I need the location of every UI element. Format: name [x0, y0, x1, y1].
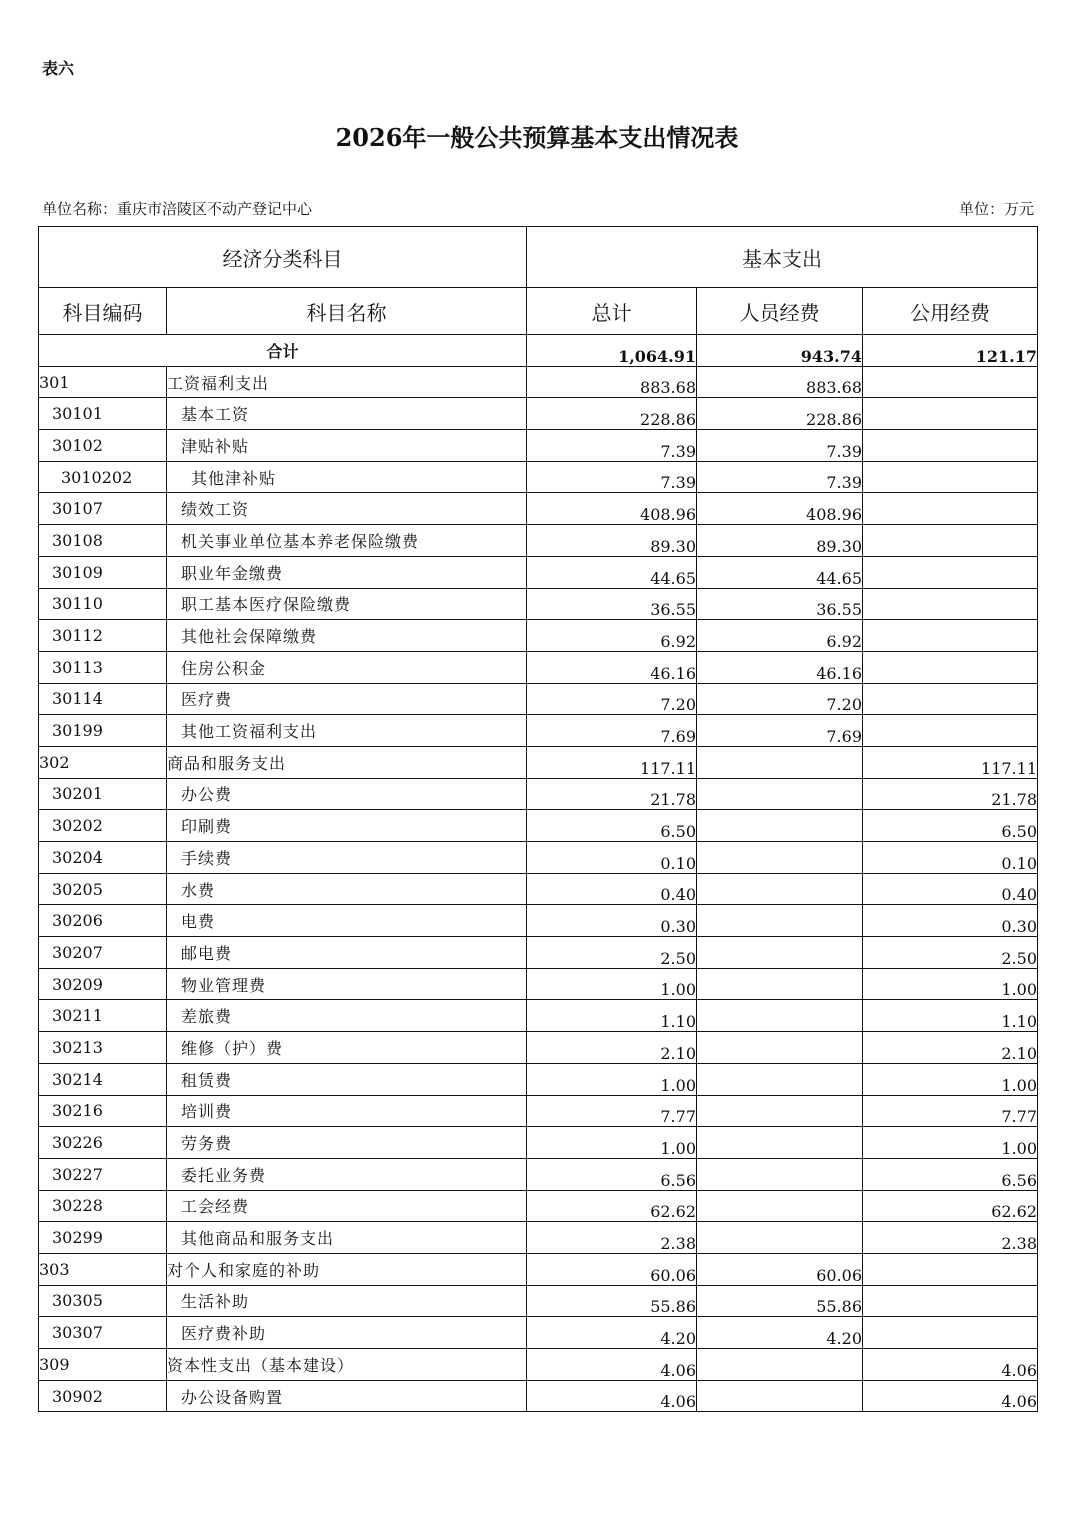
- row-name: 维修（护）费: [167, 1032, 527, 1064]
- table-row: [39, 778, 1038, 810]
- row-public: 2.50: [863, 937, 1038, 969]
- table-row: [39, 556, 1038, 588]
- row-personnel: [697, 1380, 863, 1412]
- row-public: 117.11: [863, 746, 1038, 778]
- table-row: [39, 430, 1038, 462]
- table-row: [39, 683, 1038, 715]
- row-personnel: 60.06: [697, 1253, 863, 1285]
- row-total: 46.16: [527, 651, 697, 683]
- row-public: 6.56: [863, 1158, 1038, 1190]
- row-public: [863, 1285, 1038, 1317]
- row-public: 1.00: [863, 1127, 1038, 1159]
- row-name: 其他津补贴: [167, 461, 527, 493]
- row-name: 商品和服务支出: [167, 746, 527, 778]
- row-code: 30202: [39, 810, 167, 842]
- row-public: 2.38: [863, 1222, 1038, 1254]
- row-name: 差旅费: [167, 1000, 527, 1032]
- row-personnel: [697, 1158, 863, 1190]
- row-name: 医疗费补助: [167, 1317, 527, 1349]
- row-name: 租赁费: [167, 1063, 527, 1095]
- table-row: [39, 1190, 1038, 1222]
- row-personnel: 46.16: [697, 651, 863, 683]
- row-total: 1.00: [527, 1127, 697, 1159]
- row-code: 30102: [39, 430, 167, 462]
- row-code: 30101: [39, 398, 167, 430]
- row-personnel: [697, 968, 863, 1000]
- row-total: 44.65: [527, 556, 697, 588]
- table-row: [39, 1253, 1038, 1285]
- row-name: 基本工资: [167, 398, 527, 430]
- row-personnel: 6.92: [697, 620, 863, 652]
- header-public: 公用经费: [863, 288, 1038, 335]
- header-basic-expenditure: 基本支出: [527, 227, 1038, 288]
- row-total: 4.06: [527, 1380, 697, 1412]
- row-public: 1.00: [863, 1063, 1038, 1095]
- row-code: 301: [39, 366, 167, 398]
- row-code: 30109: [39, 556, 167, 588]
- row-public: 1.10: [863, 1000, 1038, 1032]
- total-label: 合计: [39, 335, 527, 367]
- row-code: 30305: [39, 1285, 167, 1317]
- table-row: [39, 525, 1038, 557]
- row-name: 职工基本医疗保险缴费: [167, 588, 527, 620]
- header-personnel: 人员经费: [697, 288, 863, 335]
- row-personnel: [697, 746, 863, 778]
- row-code: 30205: [39, 873, 167, 905]
- total-public: 121.17: [863, 335, 1038, 367]
- table-number: 表六: [42, 59, 75, 78]
- row-total: 1.10: [527, 1000, 697, 1032]
- row-name: 对个人和家庭的补助: [167, 1253, 527, 1285]
- row-code: 30211: [39, 1000, 167, 1032]
- row-total: 6.56: [527, 1158, 697, 1190]
- row-name: 电费: [167, 905, 527, 937]
- row-personnel: [697, 810, 863, 842]
- row-name: 邮电费: [167, 937, 527, 969]
- row-code: 30214: [39, 1063, 167, 1095]
- row-total: 7.69: [527, 715, 697, 747]
- unit-measure: 单位：万元: [958, 200, 1034, 218]
- table-row: [39, 746, 1038, 778]
- row-total: 62.62: [527, 1190, 697, 1222]
- row-total: 0.10: [527, 842, 697, 874]
- row-name: 资本性支出（基本建设）: [167, 1349, 527, 1381]
- table-row: [39, 620, 1038, 652]
- row-name: 工资福利支出: [167, 366, 527, 398]
- row-name: 生活补助: [167, 1285, 527, 1317]
- header-name: 科目名称: [167, 288, 527, 335]
- row-total: 4.06: [527, 1349, 697, 1381]
- row-personnel: [697, 1095, 863, 1127]
- table-row: [39, 715, 1038, 747]
- table-row: [39, 1095, 1038, 1127]
- row-total: 228.86: [527, 398, 697, 430]
- row-public: 6.50: [863, 810, 1038, 842]
- row-code: 30299: [39, 1222, 167, 1254]
- row-code: 30113: [39, 651, 167, 683]
- table-row: [39, 1380, 1038, 1412]
- row-name: 委托业务费: [167, 1158, 527, 1190]
- row-total: 0.40: [527, 873, 697, 905]
- table-row: [39, 1000, 1038, 1032]
- row-personnel: [697, 1063, 863, 1095]
- row-public: 2.10: [863, 1032, 1038, 1064]
- row-code: 30206: [39, 905, 167, 937]
- row-total: 408.96: [527, 493, 697, 525]
- row-personnel: [697, 873, 863, 905]
- row-total: 7.77: [527, 1095, 697, 1127]
- row-name: 培训费: [167, 1095, 527, 1127]
- row-personnel: [697, 1000, 863, 1032]
- total-sum: 1,064.91: [527, 335, 697, 367]
- row-name: 办公设备购置: [167, 1380, 527, 1412]
- table-row: [39, 1285, 1038, 1317]
- row-public: 0.30: [863, 905, 1038, 937]
- row-personnel: [697, 905, 863, 937]
- row-code: 30207: [39, 937, 167, 969]
- row-total: 2.50: [527, 937, 697, 969]
- row-public: [863, 525, 1038, 557]
- row-public: [863, 1253, 1038, 1285]
- row-personnel: 7.39: [697, 461, 863, 493]
- table-row: [39, 461, 1038, 493]
- row-personnel: [697, 842, 863, 874]
- row-total: 60.06: [527, 1253, 697, 1285]
- row-public: [863, 683, 1038, 715]
- row-public: [863, 1317, 1038, 1349]
- row-name: 绩效工资: [167, 493, 527, 525]
- row-total: 7.20: [527, 683, 697, 715]
- row-personnel: 44.65: [697, 556, 863, 588]
- expenditure-table: [38, 226, 1038, 1412]
- row-public: 62.62: [863, 1190, 1038, 1222]
- table-row: [39, 968, 1038, 1000]
- row-personnel: [697, 778, 863, 810]
- row-name: 劳务费: [167, 1127, 527, 1159]
- row-personnel: 883.68: [697, 366, 863, 398]
- row-name: 津贴补贴: [167, 430, 527, 462]
- row-personnel: [697, 1127, 863, 1159]
- table-row: [39, 398, 1038, 430]
- header-econ-class: 经济分类科目: [39, 227, 527, 288]
- row-code: 30902: [39, 1380, 167, 1412]
- row-total: 89.30: [527, 525, 697, 557]
- row-personnel: [697, 1349, 863, 1381]
- row-personnel: 228.86: [697, 398, 863, 430]
- unit-name: 单位名称：重庆市涪陵区不动产登记中心: [42, 200, 313, 218]
- table-row: [39, 493, 1038, 525]
- row-personnel: [697, 937, 863, 969]
- table-row: [39, 1158, 1038, 1190]
- row-public: 7.77: [863, 1095, 1038, 1127]
- row-code: 30204: [39, 842, 167, 874]
- row-name: 机关事业单位基本养老保险缴费: [167, 525, 527, 557]
- row-public: 0.40: [863, 873, 1038, 905]
- row-total: 7.39: [527, 430, 697, 462]
- row-code: 30227: [39, 1158, 167, 1190]
- table-row: [39, 873, 1038, 905]
- row-name: 手续费: [167, 842, 527, 874]
- row-name: 印刷费: [167, 810, 527, 842]
- row-total: 2.10: [527, 1032, 697, 1064]
- table-row: [39, 1063, 1038, 1095]
- row-name: 办公费: [167, 778, 527, 810]
- row-code: 30201: [39, 778, 167, 810]
- row-total: 1.00: [527, 968, 697, 1000]
- row-name: 医疗费: [167, 683, 527, 715]
- table-row: [39, 588, 1038, 620]
- table-row: [39, 842, 1038, 874]
- row-public: [863, 651, 1038, 683]
- row-code: 30108: [39, 525, 167, 557]
- table-row: [39, 1222, 1038, 1254]
- header-code: 科目编码: [39, 288, 167, 335]
- row-public: [863, 430, 1038, 462]
- row-total: 883.68: [527, 366, 697, 398]
- total-personnel: 943.74: [697, 335, 863, 367]
- table-row: [39, 366, 1038, 398]
- table-row: [39, 1317, 1038, 1349]
- row-public: [863, 620, 1038, 652]
- row-code: 302: [39, 746, 167, 778]
- row-code: 3010202: [39, 461, 167, 493]
- row-total: 55.86: [527, 1285, 697, 1317]
- row-personnel: 408.96: [697, 493, 863, 525]
- header-row-2: [39, 288, 1038, 335]
- row-total: 1.00: [527, 1063, 697, 1095]
- row-personnel: [697, 1032, 863, 1064]
- row-name: 住房公积金: [167, 651, 527, 683]
- row-personnel: 7.39: [697, 430, 863, 462]
- row-code: 30213: [39, 1032, 167, 1064]
- row-public: 21.78: [863, 778, 1038, 810]
- table-row: [39, 1349, 1038, 1381]
- row-personnel: 7.69: [697, 715, 863, 747]
- row-personnel: 55.86: [697, 1285, 863, 1317]
- row-personnel: [697, 1222, 863, 1254]
- row-code: 30216: [39, 1095, 167, 1127]
- row-name: 工会经费: [167, 1190, 527, 1222]
- row-personnel: 89.30: [697, 525, 863, 557]
- table-row: [39, 651, 1038, 683]
- row-name: 其他社会保障缴费: [167, 620, 527, 652]
- row-public: [863, 398, 1038, 430]
- row-total: 4.20: [527, 1317, 697, 1349]
- row-public: [863, 588, 1038, 620]
- table-row: [39, 1127, 1038, 1159]
- table-row: [39, 810, 1038, 842]
- row-public: [863, 461, 1038, 493]
- row-total: 0.30: [527, 905, 697, 937]
- row-personnel: 7.20: [697, 683, 863, 715]
- row-name: 其他工资福利支出: [167, 715, 527, 747]
- row-name: 职业年金缴费: [167, 556, 527, 588]
- row-code: 30114: [39, 683, 167, 715]
- row-total: 6.50: [527, 810, 697, 842]
- document-title: 2026年一般公共预算基本支出情况表: [335, 123, 739, 152]
- row-code: 309: [39, 1349, 167, 1381]
- row-public: [863, 715, 1038, 747]
- row-name: 物业管理费: [167, 968, 527, 1000]
- row-public: [863, 493, 1038, 525]
- row-code: 303: [39, 1253, 167, 1285]
- row-total: 117.11: [527, 746, 697, 778]
- row-code: 30199: [39, 715, 167, 747]
- row-total: 21.78: [527, 778, 697, 810]
- row-name: 其他商品和服务支出: [167, 1222, 527, 1254]
- row-total: 6.92: [527, 620, 697, 652]
- row-code: 30209: [39, 968, 167, 1000]
- table-row: [39, 1032, 1038, 1064]
- header-row-1: [39, 227, 1038, 288]
- row-total: 7.39: [527, 461, 697, 493]
- row-public: [863, 366, 1038, 398]
- row-public: 1.00: [863, 968, 1038, 1000]
- row-public: [863, 556, 1038, 588]
- row-name: 水费: [167, 873, 527, 905]
- total-row: [39, 335, 1038, 367]
- table-row: [39, 905, 1038, 937]
- row-code: 30307: [39, 1317, 167, 1349]
- row-code: 30112: [39, 620, 167, 652]
- row-code: 30110: [39, 588, 167, 620]
- row-personnel: [697, 1190, 863, 1222]
- header-total: 总计: [527, 288, 697, 335]
- row-public: 4.06: [863, 1380, 1038, 1412]
- row-personnel: 4.20: [697, 1317, 863, 1349]
- row-code: 30226: [39, 1127, 167, 1159]
- row-total: 36.55: [527, 588, 697, 620]
- row-public: 4.06: [863, 1349, 1038, 1381]
- row-personnel: 36.55: [697, 588, 863, 620]
- row-total: 2.38: [527, 1222, 697, 1254]
- row-code: 30228: [39, 1190, 167, 1222]
- row-public: 0.10: [863, 842, 1038, 874]
- row-code: 30107: [39, 493, 167, 525]
- table-row: [39, 937, 1038, 969]
